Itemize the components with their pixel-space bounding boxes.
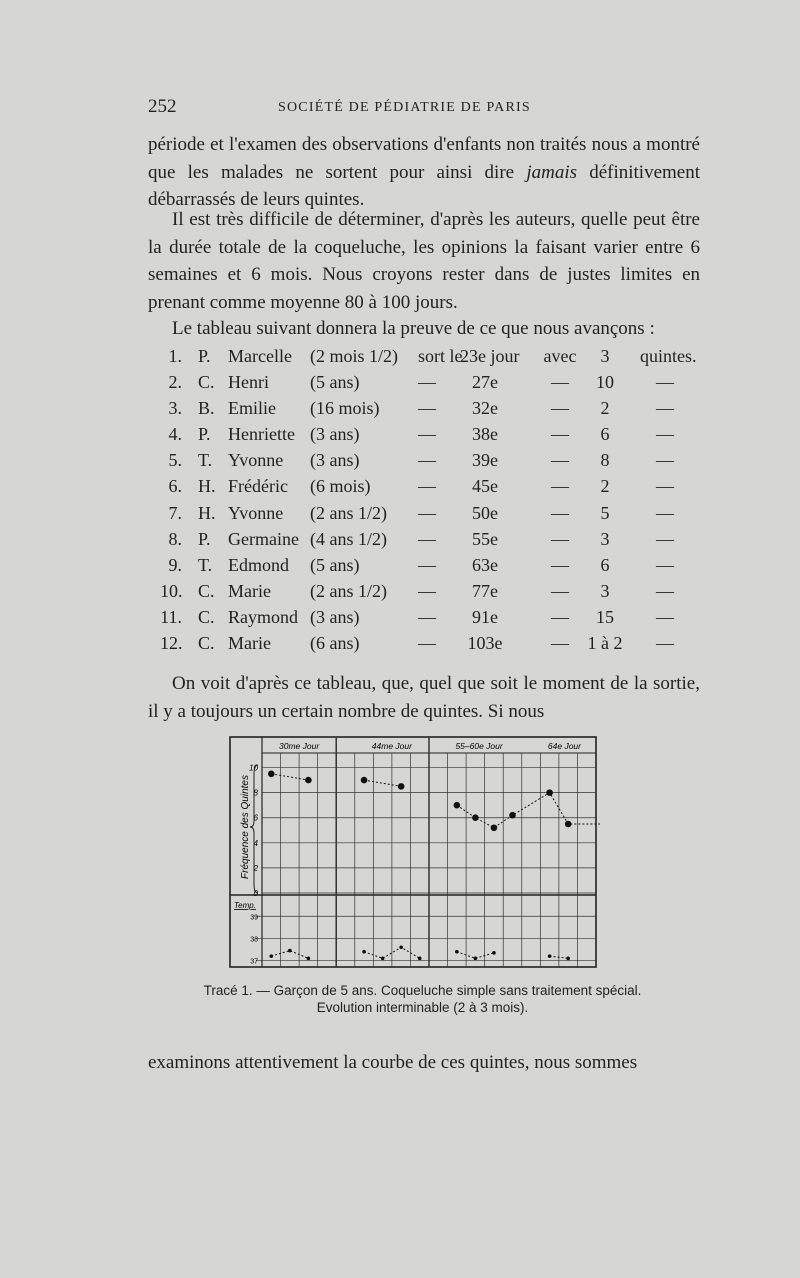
cell-avec: — [551, 528, 569, 549]
cell-age: (3 ans) [310, 606, 360, 627]
table-row [160, 346, 700, 372]
cell-unit: — [656, 398, 674, 419]
cell-day: 50e [472, 502, 498, 523]
cell-age: (6 ans) [310, 633, 360, 654]
cell-age: (6 mois) [310, 476, 371, 497]
cell-sort: — [418, 424, 436, 445]
cell-num: 4. [168, 424, 182, 445]
cell-age: (16 mois) [310, 398, 380, 419]
cell-num: 5. [168, 450, 182, 471]
cell-num: 2. [168, 372, 182, 393]
cell-init: P. [198, 346, 211, 366]
cell-unit: — [656, 606, 674, 627]
cell-count: 3 [600, 346, 610, 366]
paragraph-4 [148, 670, 700, 725]
cell-unit: — [656, 528, 674, 549]
cell-name: Henri [228, 372, 269, 393]
cell-day: 39e [472, 450, 498, 471]
cell-avec: avec [543, 346, 577, 366]
cell-count: 6 [600, 424, 610, 445]
page-header [148, 96, 688, 120]
cell-init: H. [198, 476, 216, 497]
table-row [160, 633, 700, 659]
cell-count: 2 [600, 476, 610, 497]
cell-count: 10 [596, 372, 614, 393]
cell-count: 3 [600, 580, 610, 601]
cell-name: Marcelle [228, 346, 292, 366]
cell-avec: — [551, 633, 569, 654]
y-tick-label: 37 [250, 958, 258, 966]
cell-avec: — [551, 476, 569, 497]
cell-unit: quintes. [640, 346, 697, 366]
cell-day: 77e [472, 580, 498, 601]
cell-unit: — [656, 424, 674, 445]
cell-num: 9. [168, 554, 182, 575]
cell-num: 10. [160, 580, 183, 601]
period-label: 64e Jour [547, 741, 582, 751]
table-row [160, 450, 700, 476]
paragraph-2-text: Il est très difficile de déterminer, d'après les auteurs, quelle peut être la durée totale de la coqueluche, les opinions la faisant varier entre 6 semaines et 6 mois. Nous croyons rester dans de justes limites en prenant comme moyenne 80 à 100 jours. [148, 209, 700, 313]
cell-day: 23e jour [460, 346, 520, 366]
cell-avec: — [551, 554, 569, 575]
temperature-point [418, 957, 422, 961]
cell-count: 5 [600, 502, 610, 523]
cell-day: 38e [472, 424, 498, 445]
paragraph-1-text-b: définitivement débarrassés de leurs quintes. [148, 161, 701, 210]
y-tick-label: 6 [253, 813, 258, 823]
cell-sort: — [418, 554, 436, 575]
quintes-point [472, 814, 479, 821]
cell-unit: — [656, 476, 674, 497]
cell-init: T. [198, 450, 213, 471]
cell-sort: — [418, 476, 436, 497]
paragraph-5 [148, 1030, 700, 1096]
cell-sort: — [418, 606, 436, 627]
figure-caption [150, 982, 695, 1016]
cell-num: 1. [168, 346, 182, 366]
y-tick-label: 2 [253, 863, 258, 873]
cell-sort: — [418, 450, 436, 471]
cell-name: Frédéric [228, 476, 288, 497]
cell-avec: — [551, 606, 569, 627]
cell-avec: — [551, 398, 569, 419]
temp-axis-title: Temp. [234, 901, 256, 910]
cell-unit: — [656, 502, 674, 523]
cell-age: (5 ans) [310, 554, 360, 575]
cell-num: 8. [168, 528, 182, 549]
page-number: 252 [148, 96, 177, 117]
quintes-point [398, 783, 405, 790]
cell-day: 32e [472, 398, 498, 419]
cell-sort: — [418, 633, 436, 654]
quintes-point [268, 771, 275, 778]
cell-age: (2 ans 1/2) [310, 502, 387, 523]
temperature-point [362, 950, 366, 954]
cell-unit: — [656, 580, 674, 601]
cell-init: C. [198, 633, 215, 654]
quintes-line [364, 780, 401, 786]
table-row [160, 581, 700, 607]
cell-unit: — [656, 633, 674, 654]
table-row [160, 398, 700, 424]
table-row [160, 476, 700, 502]
y-tick-label: 39 [250, 914, 258, 922]
period-label: 30me Jour [279, 741, 320, 751]
cell-unit: — [656, 554, 674, 575]
y-axis-title: Fréquence des Quintes [240, 775, 251, 879]
cell-day: 27e [472, 372, 498, 393]
cell-age: (2 mois 1/2) [310, 346, 398, 366]
cell-num: 3. [168, 398, 182, 419]
cell-num: 7. [168, 502, 182, 523]
cell-num: 11. [160, 606, 182, 627]
table-row [160, 555, 700, 581]
cell-day: 55e [472, 528, 498, 549]
quintes-line [271, 774, 308, 780]
temperature-point [381, 957, 385, 961]
cell-unit: — [656, 450, 674, 471]
table-row [160, 424, 700, 450]
cell-num: 6. [168, 476, 182, 497]
quintes-point [546, 789, 553, 796]
cell-name: Raymond [228, 606, 298, 627]
cell-sort: — [418, 502, 436, 523]
table-row [160, 503, 700, 529]
cell-init: T. [198, 554, 213, 575]
quintes-point [491, 824, 498, 831]
temperature-point [455, 950, 459, 954]
y-tick-label: 10 [249, 763, 258, 773]
temperature-point [288, 949, 292, 953]
cell-unit: — [656, 372, 674, 393]
period-label: 55–60e Jour [455, 741, 503, 751]
cell-count: 2 [600, 398, 610, 419]
temperature-point [492, 951, 496, 955]
cell-init: P. [198, 528, 211, 549]
cell-count: 6 [600, 554, 610, 575]
cell-count: 1 à 2 [587, 633, 623, 654]
cell-sort: — [418, 580, 436, 601]
y-tick-label: 8 [253, 788, 258, 798]
paragraph-4-text: On voit d'après ce tableau, que, quel que soit le moment de la sortie, il y a toujours un certain nombre de quintes. Si nous [148, 673, 700, 722]
cell-avec: — [551, 372, 569, 393]
cell-init: C. [198, 372, 215, 393]
quintes-chart [228, 735, 600, 971]
paragraph-3 [148, 315, 700, 343]
cell-day: 91e [472, 606, 498, 627]
cell-init: C. [198, 606, 215, 627]
cell-age: (3 ans) [310, 424, 360, 445]
cell-name: Emilie [228, 398, 276, 419]
paragraph-3-text: Le tableau suivant donnera la preuve de ce que nous avançons : [172, 318, 655, 339]
cell-count: 3 [600, 528, 610, 549]
paragraph-5-text: examinons attentivement la courbe de ces quintes, nous sommes [148, 1052, 638, 1073]
cell-sort: — [418, 398, 436, 419]
temperature-point [548, 954, 552, 958]
cell-init: C. [198, 580, 215, 601]
table-row [160, 607, 700, 633]
y-tick-label: 38 [250, 936, 258, 944]
quintes-point [361, 777, 368, 784]
cell-init: P. [198, 424, 211, 445]
cell-age: (2 ans 1/2) [310, 580, 387, 601]
cell-name: Germaine [228, 528, 299, 549]
cell-name: Edmond [228, 554, 289, 575]
caption-line-2: Evolution interminable (2 à 3 mois). [316, 1000, 529, 1015]
quintes-point [565, 821, 572, 828]
cell-name: Yvonne [228, 502, 284, 523]
y-tick-label: 0 [253, 889, 258, 898]
temperature-point [269, 954, 273, 958]
cell-sort: — [418, 372, 436, 393]
cell-avec: — [551, 450, 569, 471]
y-tick-label: 4 [253, 838, 258, 848]
cell-age: (5 ans) [310, 372, 360, 393]
cell-name: Marie [228, 633, 271, 654]
cell-count: 15 [596, 606, 614, 627]
table-row [160, 529, 700, 555]
cell-sort: sort le [418, 346, 463, 366]
temperature-point [566, 957, 570, 961]
patient-table [160, 346, 700, 659]
running-head: SOCIÉTÉ DE PÉDIATRIE DE PARIS [278, 100, 531, 115]
quintes-point [509, 812, 516, 819]
paragraph-2 [148, 206, 700, 316]
quintes-line [457, 793, 600, 828]
cell-day: 45e [472, 476, 498, 497]
paragraph-1-emphasis: jamais [526, 161, 577, 183]
chart-frame [230, 737, 596, 967]
cell-init: B. [198, 398, 215, 419]
caption-line-1: Tracé 1. — Garçon de 5 ans. Coqueluche simple sans traitement spécial. [203, 983, 642, 998]
y-axis-brace [250, 765, 258, 893]
cell-name: Marie [228, 580, 271, 601]
cell-name: Henriette [228, 424, 295, 445]
cell-sort: — [418, 528, 436, 549]
temperature-point [399, 945, 403, 949]
cell-avec: — [551, 424, 569, 445]
cell-count: 8 [600, 450, 610, 471]
cell-name: Yvonne [228, 450, 284, 471]
temperature-point [307, 957, 311, 961]
cell-day: 63e [472, 554, 498, 575]
cell-age: (3 ans) [310, 450, 360, 471]
paragraph-1 [148, 131, 700, 214]
cell-day: 103e [467, 633, 503, 654]
period-label: 44me Jour [371, 741, 412, 751]
cell-init: H. [198, 502, 216, 523]
cell-avec: — [551, 580, 569, 601]
cell-age: (4 ans 1/2) [310, 528, 387, 549]
temperature-point [474, 957, 478, 961]
paragraph-1-text-a: période et l'examen des observations d'enfants non traités nous a montré que les malades ne sortent pour ainsi dire [148, 134, 700, 183]
quintes-point [305, 777, 312, 784]
table-row [160, 372, 700, 398]
cell-avec: — [551, 502, 569, 523]
cell-num: 12. [160, 633, 183, 654]
quintes-point [454, 802, 461, 809]
